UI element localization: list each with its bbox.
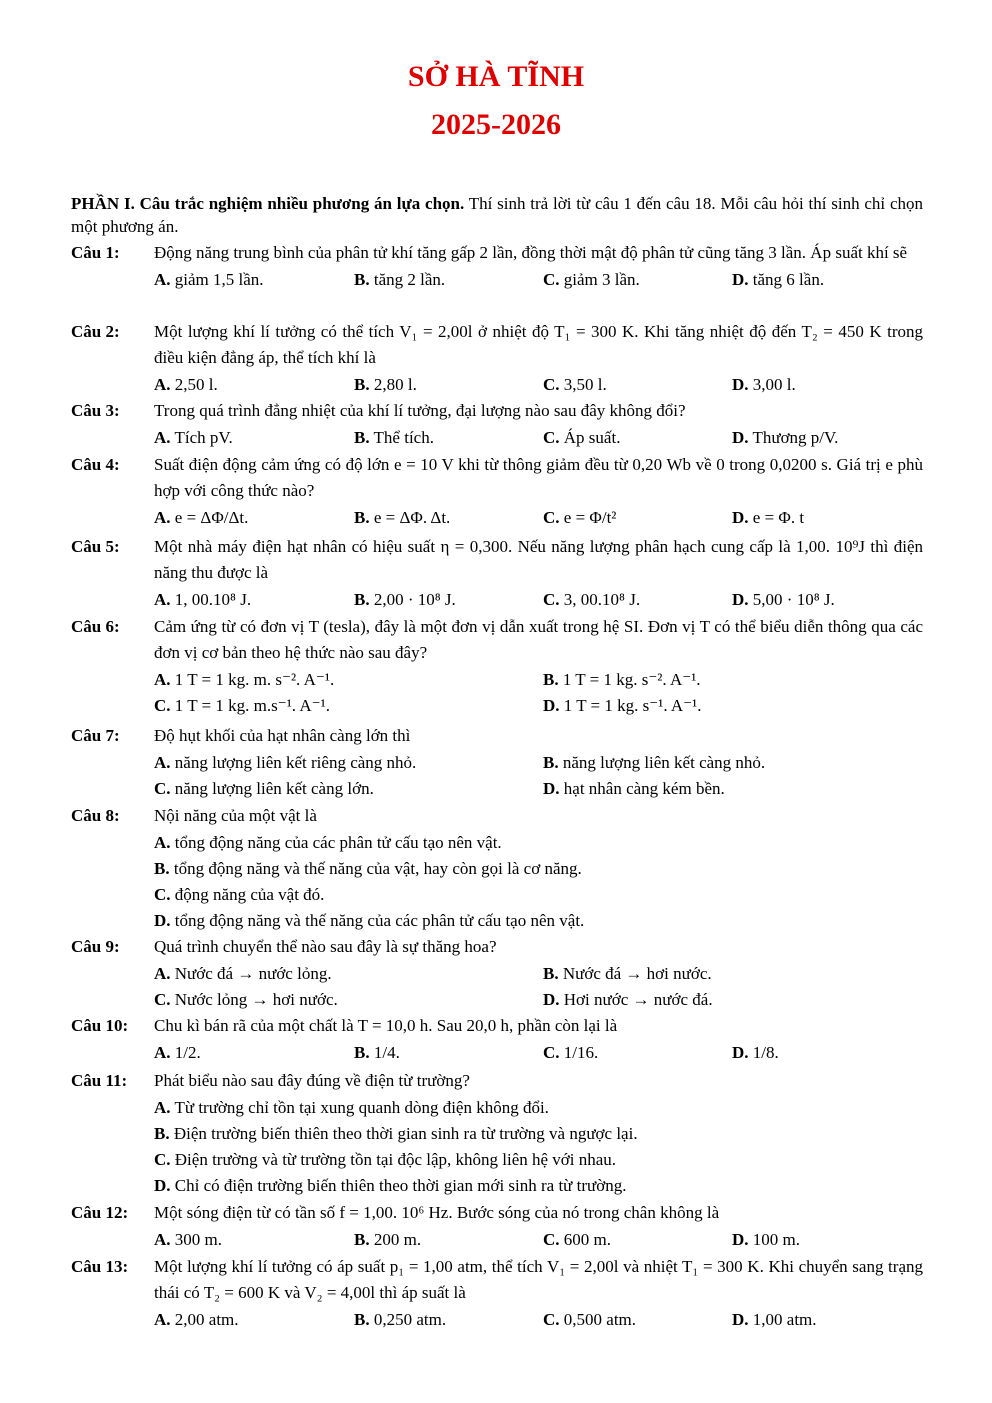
question-text: Độ hụt khối của hạt nhân càng lớn thì: [154, 726, 411, 745]
option-text: 3,50 l.: [559, 375, 607, 394]
option-text: 2,00 · 10⁸ J.: [369, 590, 456, 609]
option-text: 1,00 atm.: [748, 1310, 817, 1329]
option-a[interactable]: [154, 372, 218, 398]
option-letter: A.: [154, 833, 171, 852]
option-text: Nước đá → nước lỏng.: [170, 964, 332, 983]
option-b[interactable]: [354, 267, 445, 293]
option-c[interactable]: [543, 267, 640, 293]
option-letter: A.: [154, 1310, 171, 1329]
question-text: Suất điện động cảm ứng có độ lớn e = 10 V khi từ thông giảm đều từ 0,20 Wb về 0 trong 0,0200 s. Giá trị e phù hợp với công thức nào?: [154, 455, 923, 500]
question-text: Trong quá trình đẳng nhiệt của khí lí tưởng, đại lượng nào sau đây không đổi?: [154, 401, 686, 420]
question-text: Cảm ứng từ có đơn vị T (tesla), đây là một đơn vị dẫn xuất trong hệ SI. Đơn vị T có thể biểu diễn thông qua các đơn vị cơ bản theo hệ thức nào sau đây?: [154, 617, 923, 662]
option-text: 2,80 l.: [369, 375, 417, 394]
option-text: năng lượng liên kết riêng càng nhỏ.: [170, 753, 417, 772]
option-letter: B.: [354, 428, 370, 447]
option-c[interactable]: [543, 372, 607, 398]
option-c[interactable]: [543, 587, 640, 613]
option-b[interactable]: [354, 1227, 421, 1253]
option-letter: A.: [154, 964, 171, 983]
question-label: Câu 6:: [71, 617, 120, 636]
option-text: 200 m.: [369, 1230, 422, 1249]
option-b[interactable]: [354, 372, 417, 398]
option-letter: A.: [154, 1230, 171, 1249]
option-b[interactable]: [543, 667, 701, 693]
option-text: Chỉ có điện trường biến thiên theo thời gian mới sinh ra từ trường.: [170, 1176, 627, 1195]
option-letter: B.: [354, 590, 370, 609]
option-d[interactable]: [543, 693, 701, 719]
option-letter: A.: [154, 753, 171, 772]
option-letter: C.: [543, 1230, 560, 1249]
option-a[interactable]: [154, 1095, 549, 1121]
option-text: 0,500 atm.: [559, 1310, 637, 1329]
option-letter: A.: [154, 375, 171, 394]
option-text: 1/4.: [369, 1043, 400, 1062]
question-text: Một lượng khí lí tưởng có áp suất p₁ = 1,00 atm, thể tích V₁ = 2,00l và nhiệt T₁ = 300 K. Khi chuyển sang trạng thái có T₂ = 600 K và V₂ = 4,00l thì áp suất là: [154, 1257, 923, 1302]
option-text: 3,00 l.: [748, 375, 796, 394]
option-letter: D.: [732, 270, 749, 289]
question-label: Câu 3:: [71, 401, 120, 420]
question-text: Phát biểu nào sau đây đúng về điện từ trường?: [154, 1071, 470, 1090]
option-text: 1 T = 1 kg. m.s⁻¹. A⁻¹.: [170, 696, 330, 715]
option-letter: C.: [154, 885, 171, 904]
option-text: tổng động năng của các phân tử cấu tạo nên vật.: [170, 833, 502, 852]
option-letter: B.: [543, 964, 559, 983]
option-c[interactable]: [154, 693, 330, 719]
option-c[interactable]: [543, 1307, 636, 1333]
question-text: Một nhà máy điện hạt nhân có hiệu suất η = 0,300. Nếu năng lượng phân hạch cung cấp là 1,00. 10⁹J thì điện năng thu được là: [154, 537, 923, 582]
option-c[interactable]: [154, 987, 338, 1013]
option-text: Điện trường biến thiên theo thời gian sinh ra từ trường và ngược lại.: [169, 1124, 638, 1143]
option-letter: D.: [732, 375, 749, 394]
option-b[interactable]: [354, 425, 434, 451]
option-letter: D.: [732, 508, 749, 527]
question-text: Động năng trung bình của phân tử khí tăng gấp 2 lần, đồng thời mật độ phân tử cũng tăng 3 lần. Áp suất khí sẽ: [154, 243, 908, 262]
option-d[interactable]: [732, 505, 804, 531]
option-letter: C.: [154, 779, 171, 798]
option-text: Tích pV.: [170, 428, 233, 447]
question-text: Nội năng của một vật là: [154, 806, 317, 825]
option-d[interactable]: [732, 1040, 779, 1066]
option-text: Từ trường chỉ tồn tại xung quanh dòng điện không đổi.: [170, 1098, 549, 1117]
option-letter: A.: [154, 428, 171, 447]
option-a[interactable]: [154, 587, 251, 613]
option-text: Hơi nước → nước đá.: [559, 990, 713, 1009]
option-d[interactable]: [732, 587, 835, 613]
option-c[interactable]: [154, 882, 324, 908]
question-text: Chu kì bán rã của một chất là T = 10,0 h. Sau 20,0 h, phần còn lại là: [154, 1016, 618, 1035]
option-text: 100 m.: [748, 1230, 801, 1249]
option-d[interactable]: [154, 908, 584, 934]
option-letter: B.: [154, 1124, 170, 1143]
option-text: 5,00 · 10⁸ J.: [748, 590, 835, 609]
question-label: Câu 4:: [71, 455, 120, 474]
option-c[interactable]: [543, 505, 616, 531]
question-text: Một sóng điện từ có tần số f = 1,00. 10⁶ Hz. Bước sóng của nó trong chân không là: [154, 1203, 720, 1222]
option-text: động năng của vật đó.: [170, 885, 325, 904]
option-text: 1/16.: [559, 1043, 599, 1062]
option-letter: C.: [154, 696, 171, 715]
option-letter: D.: [543, 779, 560, 798]
option-c[interactable]: [543, 1227, 611, 1253]
option-letter: D.: [732, 590, 749, 609]
option-b[interactable]: [354, 505, 450, 531]
question-label: Câu 7:: [71, 726, 120, 745]
option-letter: B.: [543, 753, 559, 772]
option-letter: A.: [154, 1043, 171, 1062]
option-letter: C.: [543, 428, 560, 447]
option-a[interactable]: [154, 830, 502, 856]
option-a[interactable]: [154, 961, 332, 987]
option-a[interactable]: [154, 1227, 222, 1253]
option-text: 1 T = 1 kg. s⁻². A⁻¹.: [558, 670, 701, 689]
option-text: 1/2.: [170, 1043, 201, 1062]
option-text: e = ΔΦ. Δt.: [369, 508, 451, 527]
option-text: 1 T = 1 kg. s⁻¹. A⁻¹.: [559, 696, 702, 715]
option-letter: C.: [543, 590, 560, 609]
question-label: Câu 2:: [71, 322, 120, 341]
option-a[interactable]: [154, 1307, 239, 1333]
option-letter: B.: [354, 508, 370, 527]
option-d[interactable]: [543, 776, 725, 802]
option-letter: D.: [732, 428, 749, 447]
option-text: e = ΔΦ/Δt.: [170, 508, 249, 527]
question-label: Câu 1:: [71, 243, 120, 262]
option-b[interactable]: [543, 961, 712, 987]
option-letter: B.: [543, 670, 559, 689]
question-text: Một lượng khí lí tưởng có thể tích V₁ = 2,00l ở nhiệt độ T₁ = 300 K. Khi tăng nhiệt độ đến T₂ = 450 K trong điều kiện đẳng áp, thể tích khí là: [154, 322, 923, 367]
option-text: năng lượng liên kết càng nhỏ.: [558, 753, 766, 772]
option-d[interactable]: [154, 1173, 627, 1199]
exam-title: SỞ HÀ TĨNH: [407, 60, 585, 93]
option-text: giảm 1,5 lần.: [170, 270, 264, 289]
question-label: Câu 10:: [71, 1016, 129, 1035]
option-text: 3, 00.10⁸ J.: [559, 590, 641, 609]
option-text: Nước đá → hơi nước.: [558, 964, 712, 983]
option-b[interactable]: [354, 1307, 446, 1333]
option-text: 300 m.: [170, 1230, 223, 1249]
option-d[interactable]: [732, 1307, 817, 1333]
option-text: e = Φ/t²: [559, 508, 617, 527]
option-b[interactable]: [354, 1040, 400, 1066]
option-letter: D.: [154, 1176, 171, 1195]
option-letter: D.: [543, 696, 560, 715]
option-text: 0,250 atm.: [369, 1310, 447, 1329]
option-text: tổng động năng và thế năng của vật, hay còn gọi là cơ năng.: [169, 859, 582, 878]
option-text: 1/8.: [748, 1043, 779, 1062]
option-b[interactable]: [543, 750, 765, 776]
option-text: Điện trường và từ trường tồn tại độc lập, không liên hệ với nhau.: [170, 1150, 617, 1169]
option-letter: A.: [154, 590, 171, 609]
question-label: Câu 13:: [71, 1257, 129, 1276]
option-letter: C.: [543, 1310, 560, 1329]
option-letter: D.: [732, 1310, 749, 1329]
option-letter: C.: [543, 508, 560, 527]
option-text: 1 T = 1 kg. m. s⁻². A⁻¹.: [170, 670, 335, 689]
option-c[interactable]: [543, 425, 620, 451]
option-letter: B.: [354, 1230, 370, 1249]
option-text: giảm 3 lần.: [559, 270, 640, 289]
option-letter: A.: [154, 670, 171, 689]
option-c[interactable]: [154, 1147, 616, 1173]
option-d[interactable]: [732, 372, 796, 398]
option-text: Nước lỏng → hơi nước.: [170, 990, 338, 1009]
option-text: tăng 6 lần.: [748, 270, 825, 289]
option-letter: B.: [354, 1310, 370, 1329]
option-text: năng lượng liên kết càng lớn.: [170, 779, 374, 798]
option-text: 2,00 atm.: [170, 1310, 239, 1329]
option-text: Áp suất.: [559, 428, 621, 447]
question-label: Câu 5:: [71, 537, 120, 556]
exam-year: 2025-2026: [431, 108, 561, 141]
option-b[interactable]: [354, 587, 456, 613]
option-c[interactable]: [543, 1040, 598, 1066]
option-text: 600 m.: [559, 1230, 612, 1249]
option-c[interactable]: [154, 776, 374, 802]
option-letter: A.: [154, 1098, 171, 1117]
option-letter: D.: [732, 1230, 749, 1249]
option-a[interactable]: [154, 425, 233, 451]
option-letter: D.: [732, 1043, 749, 1062]
option-letter: C.: [154, 1150, 171, 1169]
option-text: 1, 00.10⁸ J.: [170, 590, 252, 609]
option-d[interactable]: [732, 425, 838, 451]
option-letter: B.: [354, 270, 370, 289]
option-a[interactable]: [154, 750, 416, 776]
option-text: Thương p/V.: [748, 428, 839, 447]
option-d[interactable]: [732, 1227, 800, 1253]
option-letter: A.: [154, 270, 171, 289]
option-a[interactable]: [154, 505, 248, 531]
option-a[interactable]: [154, 667, 334, 693]
option-letter: D.: [154, 911, 171, 930]
option-b[interactable]: [154, 1121, 638, 1147]
option-letter: C.: [543, 270, 560, 289]
option-b[interactable]: [154, 856, 582, 882]
question-label: Câu 9:: [71, 937, 120, 956]
option-text: tổng động năng và thế năng của các phân tử cấu tạo nên vật.: [170, 911, 585, 930]
option-letter: B.: [354, 375, 370, 394]
question-text: Quá trình chuyển thể nào sau đây là sự thăng hoa?: [154, 937, 497, 956]
option-text: 2,50 l.: [170, 375, 218, 394]
question-label: Câu 12:: [71, 1203, 129, 1222]
option-d[interactable]: [732, 267, 824, 293]
section-intro: [71, 192, 923, 238]
option-a[interactable]: [154, 1040, 201, 1066]
option-d[interactable]: [543, 987, 713, 1013]
option-letter: C.: [543, 1043, 560, 1062]
option-text: e = Φ. t: [748, 508, 805, 527]
section-instruction: Thí sinh trả lời từ câu 1 đến câu 18. Mỗi câu hỏi thí sinh chỉ chọn một phương án.: [71, 194, 923, 236]
option-text: tăng 2 lần.: [369, 270, 446, 289]
option-letter: D.: [543, 990, 560, 1009]
option-text: Thể tích.: [369, 428, 434, 447]
option-letter: C.: [543, 375, 560, 394]
option-letter: A.: [154, 508, 171, 527]
question-label: Câu 11:: [71, 1071, 128, 1090]
option-letter: B.: [154, 859, 170, 878]
option-text: hạt nhân càng kém bền.: [559, 779, 725, 798]
option-a[interactable]: [154, 267, 264, 293]
question-label: Câu 8:: [71, 806, 120, 825]
section-heading: PHẦN I. Câu trắc nghiệm nhiều phương án lựa chọn.: [71, 194, 465, 213]
option-letter: B.: [354, 1043, 370, 1062]
option-letter: C.: [154, 990, 171, 1009]
